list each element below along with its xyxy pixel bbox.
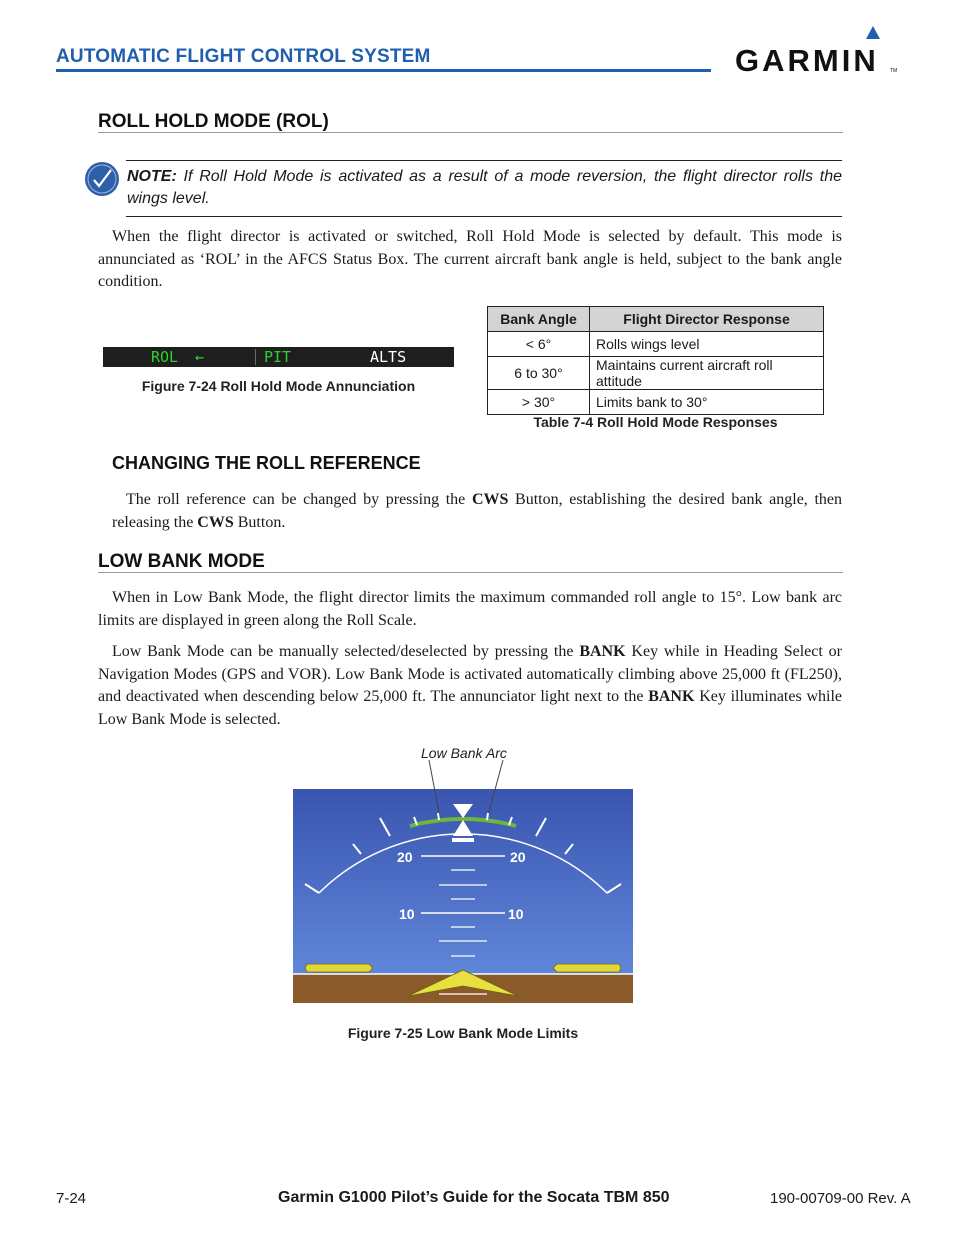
table-cell-bank-angle: 6 to 30° (488, 357, 590, 390)
low-bank-paragraph-1: When in Low Bank Mode, the flight director limits the maximum commanded roll angle to 15°. Low bank arc limits are displayed in green along the Roll Scale. (98, 589, 842, 629)
low-bank-text: Key while in Heading Select or Navigation Modes (GPS and VOR). Low Bank Mode is activated automatically climbing above 25,000 ft (FL250), and deactivated when descending below 25,000 ft. The annunciator light next to the (98, 643, 842, 705)
changing-roll-paragraph (112, 489, 842, 534)
roll-hold-rule (98, 132, 843, 133)
table-cell-bank-angle: > 30° (488, 390, 590, 415)
table-header-bank-angle: Bank Angle (488, 307, 590, 332)
low-bank-arc-callout: Low Bank Arc (421, 745, 507, 761)
table-row (488, 390, 824, 415)
changing-roll-text: The roll reference can be changed by pressing the (126, 491, 472, 508)
figure-7-25-caption: Figure 7-25 Low Bank Mode Limits (347, 1025, 579, 1041)
table-cell-response: Rolls wings level (590, 332, 824, 357)
footer-doc-number: 190-00709-00 Rev. A (770, 1190, 911, 1207)
cws-button-label: CWS (197, 513, 234, 531)
roll-hold-responses-table (487, 306, 824, 415)
pitch-mode-annunciation: PIT (264, 348, 292, 366)
note-pencil-icon (84, 161, 120, 197)
header-section-title: AUTOMATIC FLIGHT CONTROL SYSTEM (56, 46, 431, 67)
low-bank-text: Low Bank Mode can be manually selected/deselected by pressing the (112, 643, 580, 660)
roll-tick-10-right (487, 813, 488, 820)
attitude-indicator (293, 760, 633, 1005)
arrow-left-icon: ← (195, 348, 205, 366)
garmin-logo-tm: TM (890, 68, 898, 74)
slip-skid-indicator (452, 838, 474, 842)
note-rule-bottom (126, 216, 842, 217)
table-row (488, 332, 824, 357)
table-header-fd-response: Flight Director Response (590, 307, 824, 332)
figure-7-24-caption: Figure 7-24 Roll Hold Mode Annunciation (141, 378, 416, 394)
cws-button-label: CWS (471, 491, 509, 508)
low-bank-text: Key illuminates while Low Bank Mode is selected. (98, 688, 842, 728)
roll-mode-annunciation: ROL (151, 348, 179, 366)
table-7-4-caption: Table 7-4 Roll Hold Mode Responses (533, 414, 778, 430)
changing-roll-text: Button. (233, 513, 286, 531)
pitch-label-20-left: 20 (397, 849, 413, 865)
wing-bar-right (553, 964, 621, 972)
low-bank-rule (98, 572, 843, 573)
footer-guide-title: Garmin G1000 Pilot’s Guide for the Socata TBM 850 (278, 1189, 670, 1206)
garmin-logo (734, 24, 899, 76)
low-bank-title: LOW BANK MODE (98, 551, 265, 572)
garmin-logo-triangle-icon (866, 26, 880, 39)
table-header-row (488, 307, 824, 332)
note-label: NOTE: (127, 168, 177, 185)
table-cell-response: Limits bank to 30° (590, 390, 824, 415)
changing-roll-text: Button, establishing the desired bank angle, then releasing the (112, 491, 842, 531)
note-text (127, 166, 842, 210)
header-rule (56, 69, 711, 72)
garmin-logo-text: GARMIN (735, 43, 879, 76)
roll-hold-title: ROLL HOLD MODE (ROL) (98, 111, 329, 132)
pitch-label-10-left: 10 (399, 906, 415, 922)
annunciation-separator (255, 349, 256, 365)
table-cell-response: Maintains current aircraft roll attitude (590, 357, 824, 390)
bank-key-label: BANK (579, 643, 626, 660)
low-bank-paragraph-2 (98, 641, 842, 731)
note-body: If Roll Hold Mode is activated as a result of a mode reversion, the flight director rolls the wings level. (127, 168, 842, 207)
changing-roll-title: CHANGING THE ROLL REFERENCE (112, 453, 421, 473)
note-rule-top (126, 160, 842, 161)
afcs-status-box (103, 347, 454, 367)
table-row (488, 357, 824, 390)
table-cell-bank-angle: < 6° (488, 332, 590, 357)
pitch-label-10-right: 10 (508, 906, 524, 922)
bank-key-label: BANK (648, 688, 695, 705)
pitch-label-20-right: 20 (510, 849, 526, 865)
roll-hold-paragraph: When the flight director is activated or switched, Roll Hold Mode is selected by default. This mode is annunciated as ‘ROL’ in the AFCS Status Box. The current aircraft bank angle is held, subject to the bank angle condition. (98, 228, 842, 290)
roll-tick-10-left (438, 813, 439, 820)
footer-page-number: 7-24 (56, 1190, 87, 1207)
armed-mode-annunciation: ALTS (370, 348, 407, 366)
wing-bar-left (305, 964, 373, 972)
